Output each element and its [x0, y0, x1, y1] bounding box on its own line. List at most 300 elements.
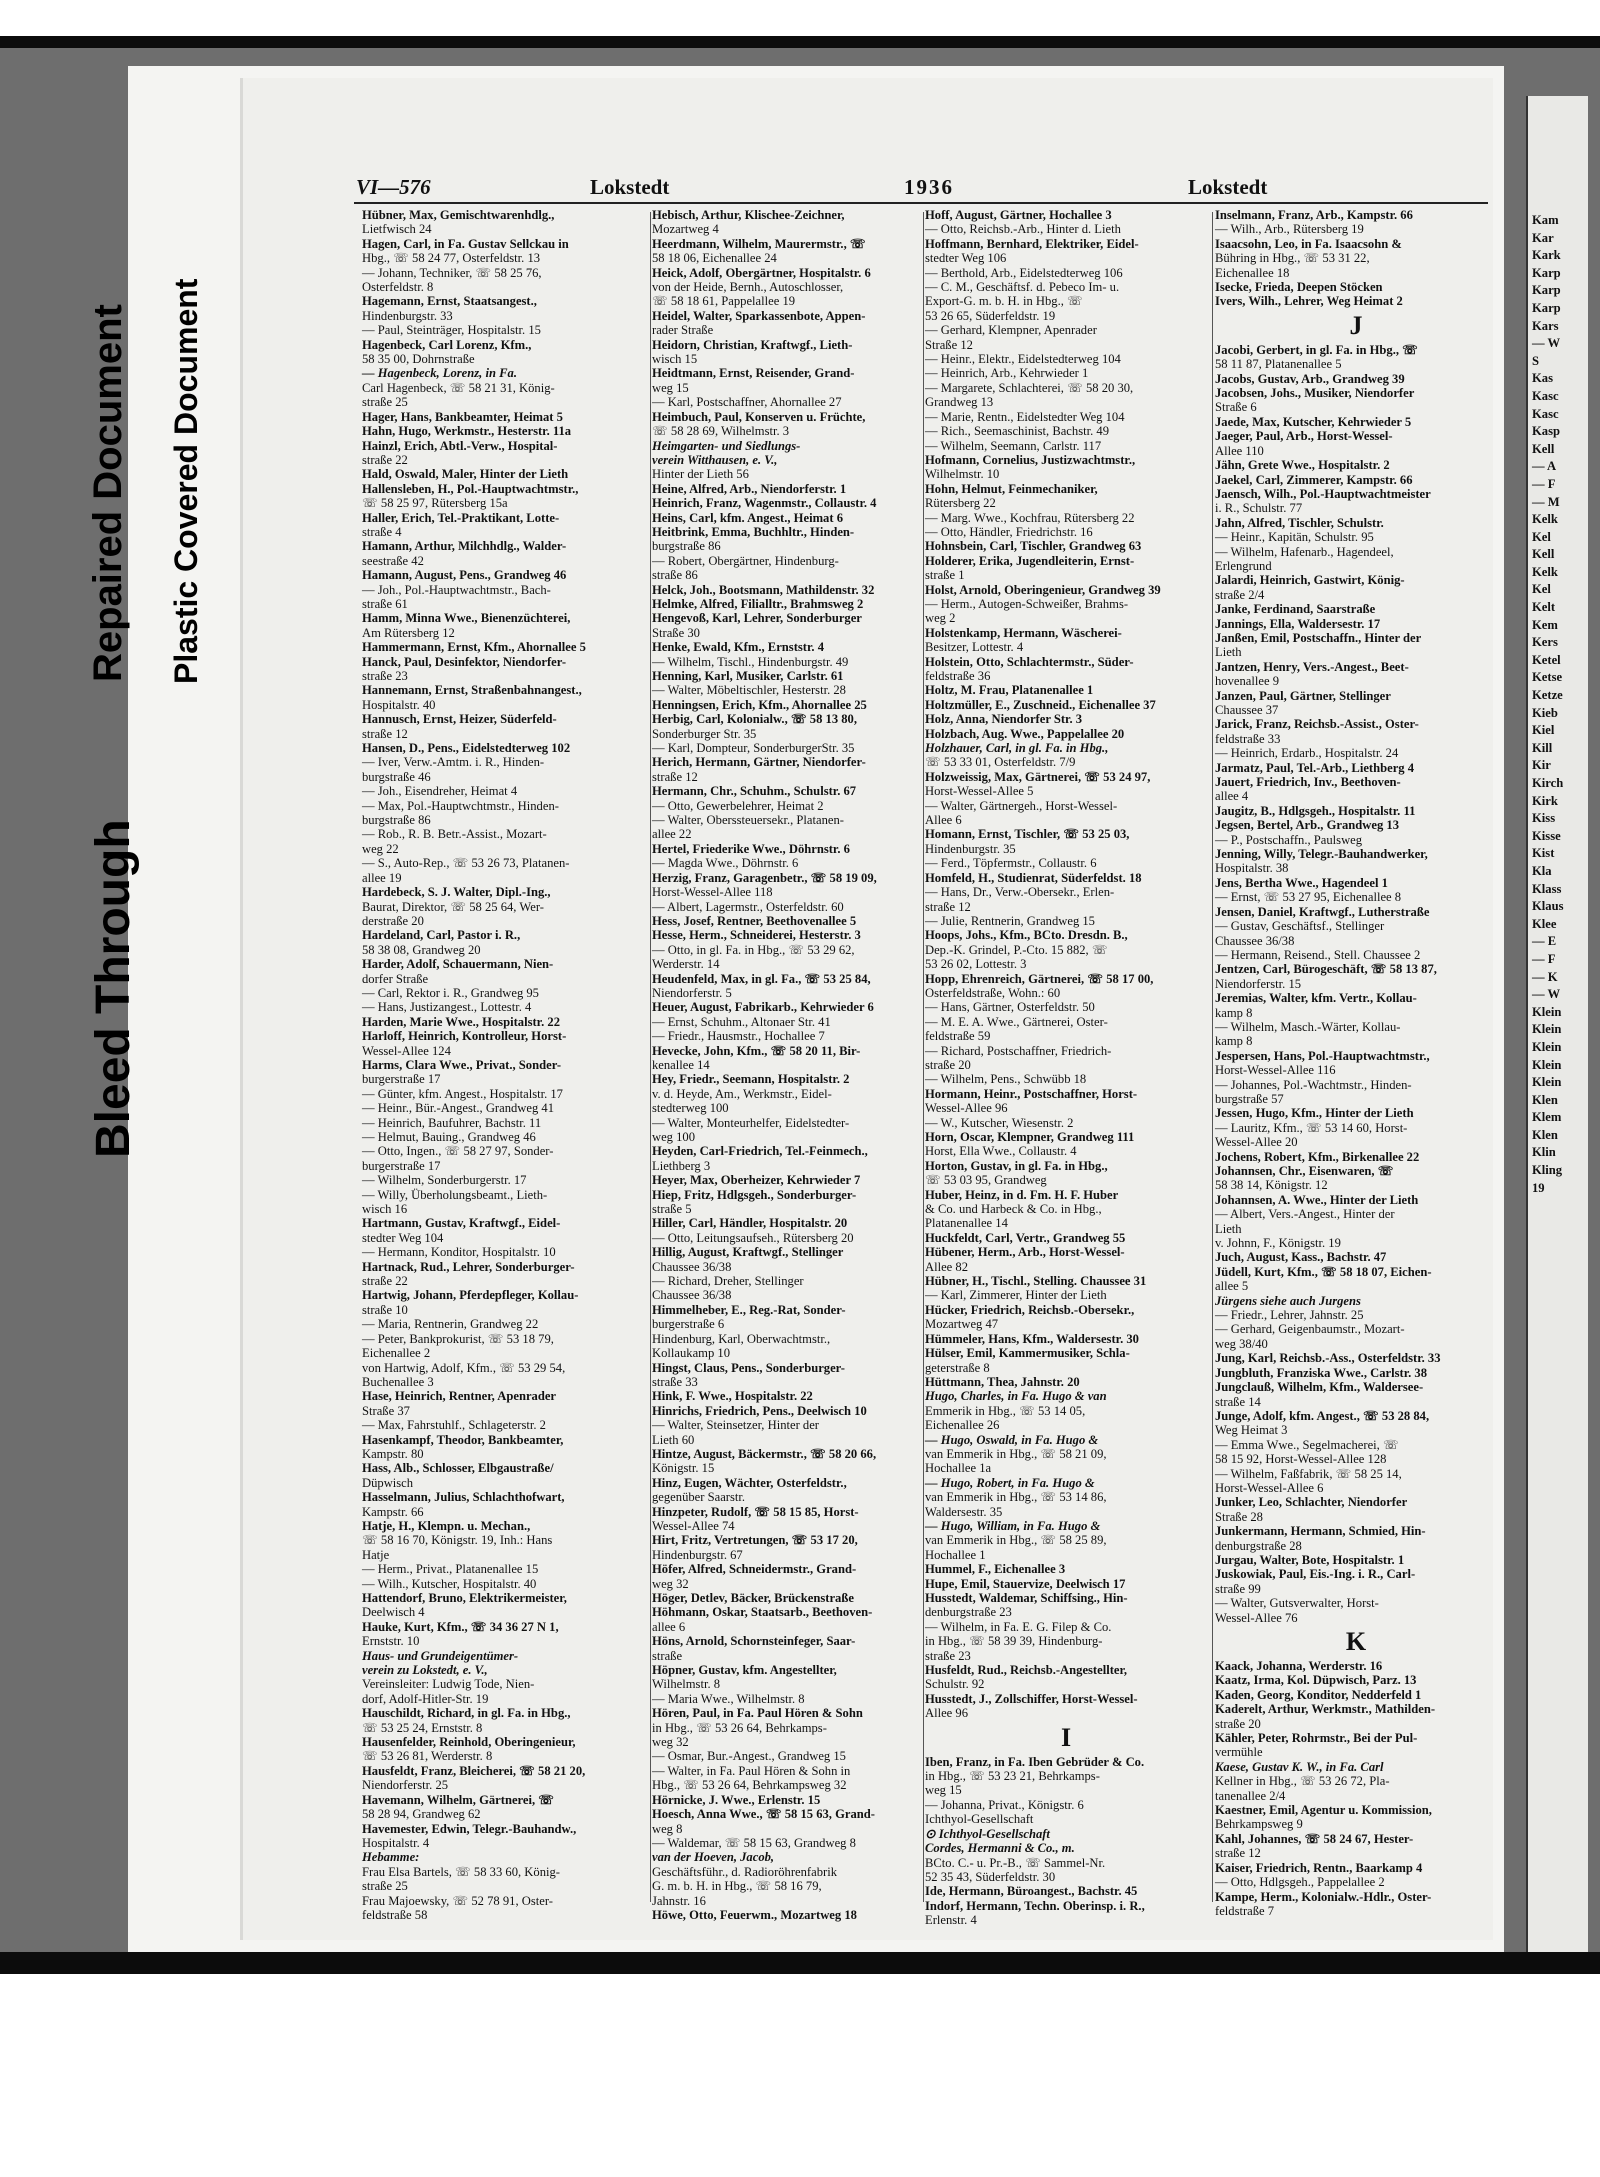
directory-line: Kampstr. 80: [362, 1446, 424, 1461]
directory-entry-name: Jüdell, Kurt, Kfm., ☏ 58 18 07, Eichen-: [1215, 1264, 1432, 1279]
directory-line: — Hugo, Oswald, in Fa. Hugo &: [925, 1432, 1099, 1447]
directory-line: von Hartwig, Adolf, Kfm., ☏ 53 29 54,: [362, 1360, 566, 1375]
directory-line: straße 20: [925, 1057, 971, 1072]
running-head-left: Lokstedt: [590, 175, 670, 199]
edge-line: — M: [1532, 494, 1560, 509]
directory-line: straße 4: [362, 524, 402, 539]
directory-entry-name: Jaekel, Carl, Zimmerer, Kampstr. 66: [1215, 472, 1413, 487]
directory-line: — S., Auto-Rep., ☏ 53 26 73, Platanen-: [362, 856, 570, 871]
directory-entry-name: Jähn, Grete Wwe., Hospitalstr. 2: [1215, 458, 1390, 473]
directory-line: Kaese, Gustav K. W., in Fa. Carl: [1215, 1759, 1384, 1774]
directory-line: — Albert, Lagermstr., Osterfeldstr. 60: [652, 899, 844, 914]
directory-entry-name: Hintze, August, Bäckermstr., ☏ 58 20 66,: [652, 1446, 877, 1461]
directory-entry-name: Isaacsohn, Leo, in Fa. Isaacsohn &: [1215, 236, 1402, 251]
directory-line: — Wilhelm, Sonderburgerstr. 17: [362, 1173, 527, 1188]
directory-entry-name: Herzig, Franz, Garagenbetr., ☏ 58 19 09,: [652, 870, 877, 885]
directory-line: burgstraße 57: [1215, 1091, 1284, 1106]
directory-line: Ernststr. 10: [362, 1634, 420, 1649]
directory-line: — Walter, Möbeltischler, Hesterstr. 28: [652, 683, 846, 698]
directory-line: straße 12: [1215, 1846, 1261, 1861]
directory-entry-name: Heick, Adolf, Obergärtner, Hospitalstr. 6: [652, 265, 871, 280]
directory-line: Hugo, Charles, in Fa. Hugo & van: [925, 1389, 1107, 1404]
directory-line: — Joh., Eisendreher, Heimat 4: [362, 784, 518, 799]
directory-entry-name: Hinz, Eugen, Wächter, Osterfeldstr.,: [652, 1475, 847, 1490]
directory-line: Sonderburger Str. 35: [652, 726, 757, 741]
directory-entry-name: Höger, Detlev, Bäcker, Brückenstraße: [652, 1591, 854, 1605]
directory-line: Waldersestr. 35: [925, 1504, 1003, 1519]
directory-line: — M. E. A. Wwe., Gärtnerei, Oster-: [925, 1014, 1108, 1029]
directory-entry-name: Hallensleben, H., Pol.-Hauptwachtmstr.,: [362, 481, 579, 496]
edge-line: Klen: [1532, 1092, 1558, 1107]
directory-entry-name: Hübner, H., Tischl., Stelling. Chaussee 31: [925, 1274, 1147, 1289]
directory-line: ☏ 58 16 70, Königstr. 19, Inh.: Hans: [362, 1533, 553, 1548]
directory-line: — Osmar, Bur.-Angest., Grandweg 15: [652, 1749, 846, 1764]
directory-line: Baurat, Direktor, ☏ 58 25 64, Wer-: [362, 899, 544, 914]
directory-entry-name: Heins, Carl, kfm. Angest., Heimat 6: [652, 510, 843, 525]
directory-entry-name: Junker, Leo, Schlachter, Niendorfer: [1215, 1495, 1408, 1510]
directory-entry-name: Kaiser, Friedrich, Rentn., Baarkamp 4: [1215, 1860, 1423, 1875]
directory-line: Hindenburgstr. 67: [652, 1547, 743, 1562]
directory-line: Kollaukamp 10: [652, 1346, 730, 1361]
directory-column-4: [1215, 208, 1497, 1918]
edge-line: Karp: [1532, 265, 1561, 280]
directory-entry-name: Hannusch, Ernst, Heizer, Süderfeld-: [362, 712, 557, 727]
edge-line: Kelk: [1532, 564, 1558, 579]
edge-line: Klein: [1532, 1004, 1562, 1019]
directory-line: feldstraße 33: [1215, 731, 1281, 746]
directory-line: — Hagenbeck, Lorenz, in Fa.: [362, 366, 517, 381]
directory-line: hovenallee 9: [1215, 674, 1279, 689]
directory-entry-name: Jarmatz, Paul, Tel.-Arb., Liethberg 4: [1215, 760, 1415, 775]
column-divider: [1212, 212, 1213, 1902]
edge-line: Kar: [1532, 230, 1554, 245]
directory-line: — Walter, Steinsetzer, Hinter der: [652, 1418, 820, 1433]
directory-column-2: [652, 208, 934, 1922]
directory-entry-name: Heidtmann, Ernst, Reisender, Grand-: [652, 366, 855, 381]
directory-line: — Marg. Wwe., Kochfrau, Rütersberg 22: [925, 510, 1135, 525]
directory-entry-name: Janke, Ferdinand, Saarstraße: [1215, 602, 1376, 617]
directory-line: Frau Majoewsky, ☏ 52 78 91, Oster-: [362, 1893, 553, 1908]
directory-entry-name: Husstedt, Waldemar, Schiffsing., Hin-: [925, 1591, 1128, 1605]
directory-line: vermühle: [1215, 1745, 1263, 1760]
directory-line: 58 38 08, Grandweg 20: [362, 942, 481, 957]
directory-entry-name: Jantzen, Henry, Vers.-Angest., Beet-: [1215, 659, 1409, 674]
edge-line: Kell: [1532, 547, 1555, 562]
directory-entry-name: Henke, Ewald, Kfm., Ernststr. 4: [652, 640, 825, 655]
directory-line: Chaussee 37: [1215, 703, 1279, 717]
directory-entry-name: Ivers, Wilh., Lehrer, Weg Heimat 2: [1215, 294, 1403, 309]
directory-entry-name: Himmelheber, E., Reg.-Rat, Sonder-: [652, 1302, 846, 1317]
edge-line: Kel: [1532, 582, 1551, 597]
directory-entry-name: Hengevoß, Karl, Lehrer, Sonderburger: [652, 611, 862, 626]
directory-entry-name: Husfeldt, Rud., Reichsb.-Angestellter,: [925, 1663, 1128, 1678]
directory-entry-name: Holtz, M. Frau, Platanenallee 1: [925, 683, 1094, 698]
directory-entry-name: Jahn, Alfred, Tischler, Schulstr.: [1215, 515, 1384, 530]
directory-entry-name: Hase, Heinrich, Rentner, Apenrader: [362, 1389, 557, 1404]
directory-entry-name: Hamm, Minna Wwe., Bienenzüchterei,: [362, 611, 571, 626]
directory-line: Lietfwisch 24: [362, 222, 432, 237]
directory-entry-name: Hager, Hans, Bankbeamter, Heimat 5: [362, 409, 563, 424]
directory-line: Ichthyol-Gesellschaft: [925, 1812, 1034, 1827]
directory-entry-name: Junge, Adolf, kfm. Angest., ☏ 53 28 84,: [1215, 1408, 1430, 1423]
directory-line: Allee 82: [925, 1259, 969, 1274]
directory-entry-name: Havemester, Edwin, Telegr.-Bauhandw.,: [362, 1821, 577, 1836]
edge-line: Kla: [1532, 863, 1552, 878]
directory-entry-name: Hümmeler, Hans, Kfm., Waldersestr. 30: [925, 1331, 1139, 1346]
directory-line: stedterweg 100: [652, 1101, 729, 1116]
directory-line: ☏ 53 03 95, Grandweg: [925, 1173, 1047, 1188]
directory-line: — Friedr., Lehrer, Jahnstr. 25: [1215, 1308, 1364, 1323]
directory-entry-name: Hoops, Johs., Kfm., BCto. Dresdn. B.,: [925, 928, 1128, 943]
directory-entry-name: Hasenkampf, Theodor, Bankbeamter,: [362, 1432, 564, 1447]
directory-entry-name: Heidorn, Christian, Kraftwgf., Lieth-: [652, 337, 853, 352]
directory-entry-name: Jensen, Daniel, Kraftwgf., Lutherstraße: [1215, 904, 1430, 919]
directory-line: Hindenburgstr. 33: [362, 308, 453, 323]
directory-entry-name: Hatje, H., Klempn. u. Mechan.,: [362, 1518, 531, 1533]
directory-line: straße 12: [925, 899, 971, 914]
directory-line: derstraße 20: [362, 913, 424, 928]
section-letter: J: [1349, 310, 1363, 340]
directory-line: Niendorferstr. 5: [652, 985, 732, 1000]
directory-line: Hbg., ☏ 53 26 64, Behrkampsweg 32: [652, 1778, 847, 1793]
directory-entry-name: Juch, August, Kass., Bachstr. 47: [1215, 1250, 1387, 1265]
directory-line: — Friedr., Hausmstr., Hochallee 7: [652, 1029, 825, 1044]
directory-entry-name: Hormann, Heinr., Postschaffner, Horst-: [925, 1086, 1138, 1101]
directory-line: ☏ 53 33 01, Osterfeldstr. 7/9: [925, 755, 1076, 770]
edge-line: Kling: [1532, 1163, 1563, 1178]
directory-line: — Gerhard, Klempner, Apenrader: [925, 323, 1097, 338]
directory-line: straße 14: [1215, 1394, 1261, 1409]
directory-entry-name: Hartwig, Johann, Pferdepfleger, Kollau-: [362, 1288, 579, 1303]
directory-line: — Otto, Reichsb.-Arb., Hinter d. Lieth: [925, 222, 1121, 237]
directory-entry-name: Hattendorf, Bruno, Elektrikermeister,: [362, 1591, 567, 1605]
directory-line: straße 22: [362, 452, 408, 467]
directory-line: Haus- und Grundeigentümer-: [362, 1648, 519, 1663]
directory-entry-name: Höfer, Alfred, Schneidermstr., Grand-: [652, 1562, 857, 1577]
directory-line: 58 38 14, Königstr. 12: [1215, 1178, 1328, 1193]
section-letter: K: [1345, 1627, 1367, 1656]
directory-entry-name: Husstedt, J., Zollschiffer, Horst-Wessel-: [925, 1691, 1138, 1706]
directory-line: Schulstr. 92: [925, 1677, 985, 1692]
directory-line: Osterfeldstr. 8: [362, 280, 434, 295]
directory-entry-name: Hoffmann, Bernhard, Elektriker, Eidel-: [925, 236, 1139, 251]
directory-entry-name: Holstenkamp, Hermann, Wäscherei-: [925, 625, 1122, 640]
directory-line: — Maria Wwe., Wilhelmstr. 8: [652, 1691, 805, 1706]
edge-line: Kisse: [1532, 828, 1561, 843]
directory-line: Jürgens siehe auch Jurgens: [1215, 1293, 1361, 1308]
directory-line: — Günter, kfm. Angest., Hospitalstr. 17: [362, 1086, 563, 1101]
directory-entry-name: Hasselmann, Julius, Schlachthofwart,: [362, 1490, 565, 1505]
directory-line: Hbg., ☏ 58 24 77, Osterfeldstr. 13: [362, 251, 541, 266]
directory-entry-name: Jenning, Willy, Telegr.-Bauhandwerker,: [1215, 847, 1428, 862]
directory-line: — Helmut, Bauing., Grandweg 46: [362, 1130, 536, 1144]
directory-line: Werderstr. 14: [652, 957, 720, 972]
directory-line: — Wilhelm, Pens., Schwübb 18: [925, 1072, 1087, 1087]
directory-line: Hospitalstr. 4: [362, 1835, 430, 1850]
directory-line: Wessel-Allee 124: [362, 1043, 451, 1058]
directory-line: straße 23: [925, 1648, 971, 1663]
directory-line: G. m. b. H. in Hbg., ☏ 58 16 79,: [652, 1879, 822, 1894]
directory-line: — Albert, Vers.-Angest., Hinter der: [1215, 1207, 1395, 1222]
running-head-right: Lokstedt: [1188, 175, 1268, 199]
directory-line: stedter Weg 106: [925, 251, 1007, 266]
directory-line: Hindenburgstr. 35: [925, 841, 1016, 856]
directory-entry-name: Jaensch, Wilh., Pol.-Hauptwachtmeister: [1215, 486, 1431, 501]
directory-line: kamp 8: [1215, 1034, 1253, 1049]
directory-entry-name: Jochens, Robert, Kfm., Birkenallee 22: [1215, 1149, 1420, 1164]
directory-line: weg 32: [652, 1576, 689, 1591]
directory-line: — Herm., Autogen-Schweißer, Brahms-: [925, 596, 1129, 611]
directory-line: straße 86: [652, 568, 698, 583]
directory-entry-name: Hey, Friedr., Seemann, Hospitalstr. 2: [652, 1072, 850, 1087]
directory-line: Hindenburg, Karl, Oberwachtmstr.,: [652, 1331, 831, 1346]
directory-line: — Wilhelm, Faßfabrik, ☏ 58 25 14,: [1215, 1466, 1402, 1481]
directory-line: Lieth: [1215, 1221, 1242, 1236]
directory-entry-name: Jauert, Friedrich, Inv., Beethoven-: [1215, 775, 1401, 790]
edge-line: Kell: [1532, 441, 1555, 456]
directory-line: Cordes, Hermanni & Co., m.: [925, 1841, 1075, 1856]
directory-line: — Hermann, Reisend., Stell. Chaussee 2: [1215, 947, 1421, 962]
directory-entry-name: Hannemann, Ernst, Straßenbahnangest.,: [362, 683, 582, 698]
directory-entry-name: Horn, Oscar, Klempner, Grandweg 111: [925, 1130, 1135, 1144]
directory-entry-name: Heitbrink, Emma, Buchhltr., Hinden-: [652, 524, 855, 539]
directory-line: denburgstraße 23: [925, 1605, 1012, 1620]
directory-entry-name: Jaugitz, B., Hdlgsgeh., Hospitalstr. 11: [1215, 803, 1416, 818]
directory-line: feldstraße 59: [925, 1029, 991, 1044]
directory-entry-name: Kaderelt, Arthur, Werkmstr., Mathilden-: [1215, 1702, 1436, 1717]
edge-line: Kiss: [1532, 811, 1556, 826]
directory-line: — Hans, Justizangest., Lottestr. 4: [362, 1000, 532, 1015]
directory-line: Jahnstr. 16: [652, 1893, 706, 1908]
directory-entry-name: Helmke, Alfred, Filialltr., Brahmsweg 2: [652, 596, 864, 611]
directory-line: van der Hoeven, Jacob,: [652, 1850, 775, 1865]
directory-line: straße 61: [362, 596, 408, 611]
directory-line: Eichenallee 18: [1215, 265, 1290, 280]
directory-line: denburgstraße 28: [1215, 1538, 1302, 1553]
directory-line: burgerstraße 17: [362, 1072, 441, 1087]
directory-line: 58 15 92, Horst-Wessel-Allee 128: [1215, 1452, 1387, 1467]
directory-line: straße: [652, 1648, 683, 1663]
directory-line: weg 38/40: [1215, 1336, 1268, 1351]
directory-line: — P., Postschaffn., Paulsweg: [1215, 832, 1363, 847]
directory-entry-name: Hagenbeck, Carl Lorenz, Kfm.,: [362, 337, 532, 352]
edge-line: Kirk: [1532, 793, 1558, 808]
directory-line: Grandweg 13: [925, 395, 994, 410]
directory-line: Hospitalstr. 38: [1215, 861, 1289, 876]
directory-line: — Heinr., Bür.-Angest., Grandweg 41: [362, 1101, 555, 1116]
directory-line: tanenallee 2/4: [1215, 1788, 1286, 1803]
directory-entry-name: Höpner, Gustav, kfm. Angestellter,: [652, 1663, 837, 1678]
directory-line: Wessel-Allee 96: [925, 1101, 1008, 1116]
directory-line: ☏ 58 25 97, Rütersberg 15a: [362, 496, 508, 511]
directory-line: Eichenallee 26: [925, 1418, 1000, 1433]
directory-line: — Wilhelm, in Fa. E. G. Filep & Co.: [925, 1619, 1112, 1634]
directory-line: — Herm., Privat., Platanenallee 15: [362, 1562, 539, 1577]
directory-line: — Hugo, Robert, in Fa. Hugo &: [925, 1475, 1095, 1490]
directory-entry-name: Hoff, August, Gärtner, Hochallee 3: [925, 208, 1112, 222]
directory-line: Besitzer, Lottestr. 4: [925, 640, 1024, 655]
directory-line: Erlengrund: [1215, 558, 1272, 573]
edge-line: — W: [1532, 987, 1561, 1002]
edge-line: — W: [1532, 336, 1561, 351]
edge-line: Klein: [1532, 1039, 1562, 1054]
directory-line: — Joh., Pol.-Hauptwachtmstr., Bach-: [362, 582, 551, 597]
directory-line: feldstraße 7: [1215, 1903, 1275, 1918]
directory-line: von der Heide, Bernh., Autoschlosser,: [652, 280, 844, 295]
directory-line: allee 6: [652, 1619, 686, 1634]
directory-line: — Max, Pol.-Hauptwchtmstr., Hinden-: [362, 798, 559, 813]
directory-line: — Heinrich, Arb., Kehrwieder 1: [925, 366, 1089, 381]
directory-line: — Ferd., Töpfermstr., Collaustr. 6: [925, 856, 1097, 871]
directory-line: burgstraße 86: [652, 539, 721, 554]
directory-line: Behrkampsweg 9: [1215, 1817, 1303, 1832]
directory-line: — Margarete, Schlachterei, ☏ 58 20 30,: [925, 380, 1134, 395]
directory-line: Hebamme:: [362, 1850, 420, 1865]
directory-line: dorf, Adolf-Hitler-Str. 19: [362, 1691, 489, 1706]
directory-line: Horst-Wessel-Allee 6: [1215, 1480, 1324, 1495]
directory-line: Weg Heimat 3: [1215, 1423, 1288, 1438]
edge-line: Kelk: [1532, 512, 1558, 527]
directory-line: Wessel-Allee 74: [652, 1518, 735, 1533]
directory-entry-name: Kampe, Herm., Kolonialw.-Hdlr., Oster-: [1215, 1889, 1432, 1904]
edge-line: Kasc: [1532, 388, 1559, 403]
directory-entry-name: Jegsen, Bertel, Arb., Grandweg 13: [1215, 818, 1399, 833]
directory-entry-name: Heine, Alfred, Arb., Niendorferstr. 1: [652, 481, 847, 496]
directory-entry-name: Hausfeldt, Franz, Bleicherei, ☏ 58 21 20,: [362, 1763, 586, 1778]
directory-line: Carl Hagenbeck, ☏ 58 21 31, König-: [362, 380, 555, 395]
directory-entry-name: Harder, Adolf, Schauermann, Nien-: [362, 957, 554, 972]
directory-line: geterstraße 8: [925, 1360, 990, 1375]
directory-line: rader Straße: [652, 323, 714, 338]
directory-entry-name: Hübener, Herm., Arb., Horst-Wessel-: [925, 1245, 1125, 1260]
directory-entry-name: Hartnack, Rud., Lehrer, Sonderburger-: [362, 1259, 575, 1274]
directory-line: — Hugo, William, in Fa. Hugo &: [925, 1518, 1101, 1533]
directory-entry-name: Höwe, Otto, Feuerwm., Mozartweg 18: [652, 1907, 857, 1922]
directory-entry-name: Hauke, Kurt, Kfm., ☏ 34 36 27 N 1,: [362, 1619, 559, 1634]
directory-line: burgerstraße 6: [652, 1317, 725, 1332]
directory-entry-name: Jacobs, Gustav, Arb., Grandweg 39: [1215, 371, 1405, 386]
directory-line: Lieth 60: [652, 1432, 695, 1447]
directory-entry-name: Harden, Marie Wwe., Hospitalstr. 22: [362, 1014, 560, 1029]
directory-line: Wilhelmstr. 8: [652, 1677, 721, 1692]
edge-line: Kiel: [1532, 723, 1555, 738]
directory-entry-name: Hamann, August, Pens., Grandweg 46: [362, 568, 567, 583]
directory-entry-name: Jungclauß, Wilhelm, Kfm., Waldersee-: [1215, 1380, 1424, 1395]
directory-line: — Gustav, Geschäftsf., Stellinger: [1215, 919, 1385, 934]
directory-line: Platanenallee 14: [925, 1216, 1008, 1231]
directory-line: Deelwisch 4: [362, 1605, 425, 1620]
directory-line: weg 8: [652, 1821, 683, 1836]
directory-entry-name: Herich, Hermann, Gärtner, Niendorfer-: [652, 755, 866, 770]
edge-line: Klass: [1532, 881, 1562, 896]
directory-line: 58 11 87, Platanenallee 5: [1215, 357, 1342, 372]
directory-line: straße 1: [925, 568, 965, 583]
directory-line: allee 19: [362, 870, 402, 885]
directory-entry-name: Juskowiak, Paul, Eis.-Ing. i. R., Carl-: [1215, 1567, 1416, 1582]
directory-line: Osterfeldstraße, Wohn.: 60: [925, 985, 1061, 1000]
directory-line: Hochallee 1: [925, 1547, 986, 1562]
directory-line: Kellner in Hbg., ☏ 53 26 72, Pla-: [1215, 1774, 1390, 1789]
directory-entry-name: Hald, Oswald, Maler, Hinter der Lieth: [362, 467, 569, 482]
directory-line: straße 12: [652, 769, 698, 784]
directory-entry-name: Jaede, Max, Kutscher, Kehrwieder 5: [1215, 414, 1412, 429]
edge-line: — A: [1532, 459, 1557, 474]
directory-line: ☏ 58 18 61, Pappelallee 19: [652, 294, 796, 309]
edge-line: Kers: [1532, 635, 1558, 650]
directory-line: straße 22: [362, 1274, 408, 1289]
directory-line: ☏ 58 28 69, Wilhelmstr. 3: [652, 424, 790, 439]
edge-line: Klein: [1532, 1057, 1562, 1072]
directory-line: — Otto, Ingen., ☏ 58 27 97, Sonder-: [362, 1144, 554, 1159]
directory-line: — Heinrich, Erdarb., Hospitalstr. 24: [1215, 746, 1399, 761]
directory-line: 53 26 65, Süderfeldstr. 19: [925, 308, 1056, 323]
directory-line: — Richard, Postschaffner, Friedrich-: [925, 1043, 1112, 1058]
directory-line: — Hermann, Konditor, Hospitalstr. 10: [362, 1245, 556, 1260]
directory-entry-name: Hesse, Herm., Schneiderei, Hesterstr. 3: [652, 928, 861, 943]
directory-line: straße 2/4: [1215, 587, 1265, 602]
directory-line: — Wilh., Arb., Rütersberg 19: [1215, 222, 1364, 237]
directory-line: Hinter der Lieth 56: [652, 467, 749, 482]
directory-column-1: [362, 208, 644, 1922]
directory-entry-name: Junkermann, Hermann, Schmied, Hin-: [1215, 1524, 1426, 1539]
directory-line: weg 15: [925, 1783, 962, 1798]
directory-line: — Carl, Rektor i. R., Grandweg 95: [362, 985, 539, 1000]
directory-line: — Otto, Gewerbelehrer, Heimat 2: [652, 798, 824, 813]
directory-line: Niendorferstr. 15: [1215, 976, 1302, 991]
edge-line: Kirch: [1532, 776, 1564, 790]
directory-entry-name: Hupe, Emil, Stauervize, Deelwisch 17: [925, 1576, 1126, 1591]
directory-entry-name: Heuer, August, Fabrikarb., Kehrwieder 6: [652, 1000, 874, 1015]
directory-line: seestraße 42: [362, 553, 424, 568]
directory-line: — Walter, Gutsverwalter, Horst-: [1215, 1596, 1379, 1611]
directory-entry-name: Holderer, Erika, Jugendleiterin, Ernst-: [925, 553, 1135, 568]
edge-line: Kel: [1532, 529, 1551, 544]
directory-entry-name: Inselmann, Franz, Arb., Kampstr. 66: [1215, 208, 1413, 222]
directory-line: — Johanna, Privat., Königstr. 6: [925, 1797, 1084, 1812]
directory-entry-name: Hebisch, Arthur, Klischee-Zeichner,: [652, 208, 845, 222]
directory-line: Mozartweg 4: [652, 222, 719, 237]
directory-entry-name: Homann, Ernst, Tischler, ☏ 53 25 03,: [925, 827, 1130, 842]
directory-entry-name: Hardeland, Carl, Pastor i. R.,: [362, 928, 521, 943]
directory-line: — Walter, in Fa. Paul Hören & Sohn in: [652, 1763, 851, 1778]
directory-entry-name: Hören, Paul, in Fa. Paul Hören & Sohn: [652, 1706, 863, 1721]
directory-line: — C. M., Geschäftsf. d. Pebeco Im- u.: [925, 280, 1120, 295]
directory-line: straße 5: [652, 1202, 692, 1217]
directory-entry-name: Ide, Hermann, Büroangest., Bachstr. 45: [925, 1884, 1138, 1899]
directory-line: — Walter, Gärtnergeh., Horst-Wessel-: [925, 798, 1118, 813]
directory-entry-name: Kahl, Johannes, ☏ 58 24 67, Hester-: [1215, 1831, 1414, 1846]
directory-entry-name: Hauschildt, Richard, in gl. Fa. in Hbg.,: [362, 1706, 571, 1721]
directory-line: 58 28 94, Grandweg 62: [362, 1807, 481, 1822]
directory-line: v. d. Heyde, Am., Werkmstr., Eidel-: [652, 1086, 832, 1101]
directory-line: in Hbg., ☏ 53 23 21, Behrkamps-: [925, 1769, 1100, 1784]
directory-line: — Ernst, Schuhm., Altonaer Str. 41: [652, 1014, 831, 1029]
directory-entry-name: Homfeld, H., Studienrat, Süderfeldst. 18: [925, 870, 1142, 885]
directory-entry-name: Hink, F. Wwe., Hospitalstr. 22: [652, 1389, 813, 1404]
directory-line: — Heinrich, Baufuhrer, Bachstr. 11: [362, 1115, 542, 1130]
directory-entry-name: Hevecke, John, Kfm., ☏ 58 20 11, Bir-: [652, 1043, 861, 1058]
directory-line: weg 22: [362, 841, 399, 856]
directory-line: — Karl, Postschaffner, Ahornallee 27: [652, 395, 842, 410]
directory-line: Erlenstr. 4: [925, 1913, 977, 1928]
directory-entry-name: Hillig, August, Kraftwgf., Stellinger: [652, 1245, 844, 1260]
directory-line: Lieth: [1215, 645, 1242, 660]
directory-line: — Gerhard, Geigenbaumstr., Mozart-: [1215, 1322, 1405, 1337]
directory-line: — Iver, Verw.-Amtm. i. R., Hinden-: [362, 755, 545, 770]
edge-line: Klaus: [1532, 899, 1564, 914]
directory-entry-name: Horton, Gustav, in gl. Fa. in Hbg.,: [925, 1158, 1108, 1173]
directory-entry-name: Henningsen, Erich, Kfm., Ahornallee 25: [652, 697, 867, 712]
